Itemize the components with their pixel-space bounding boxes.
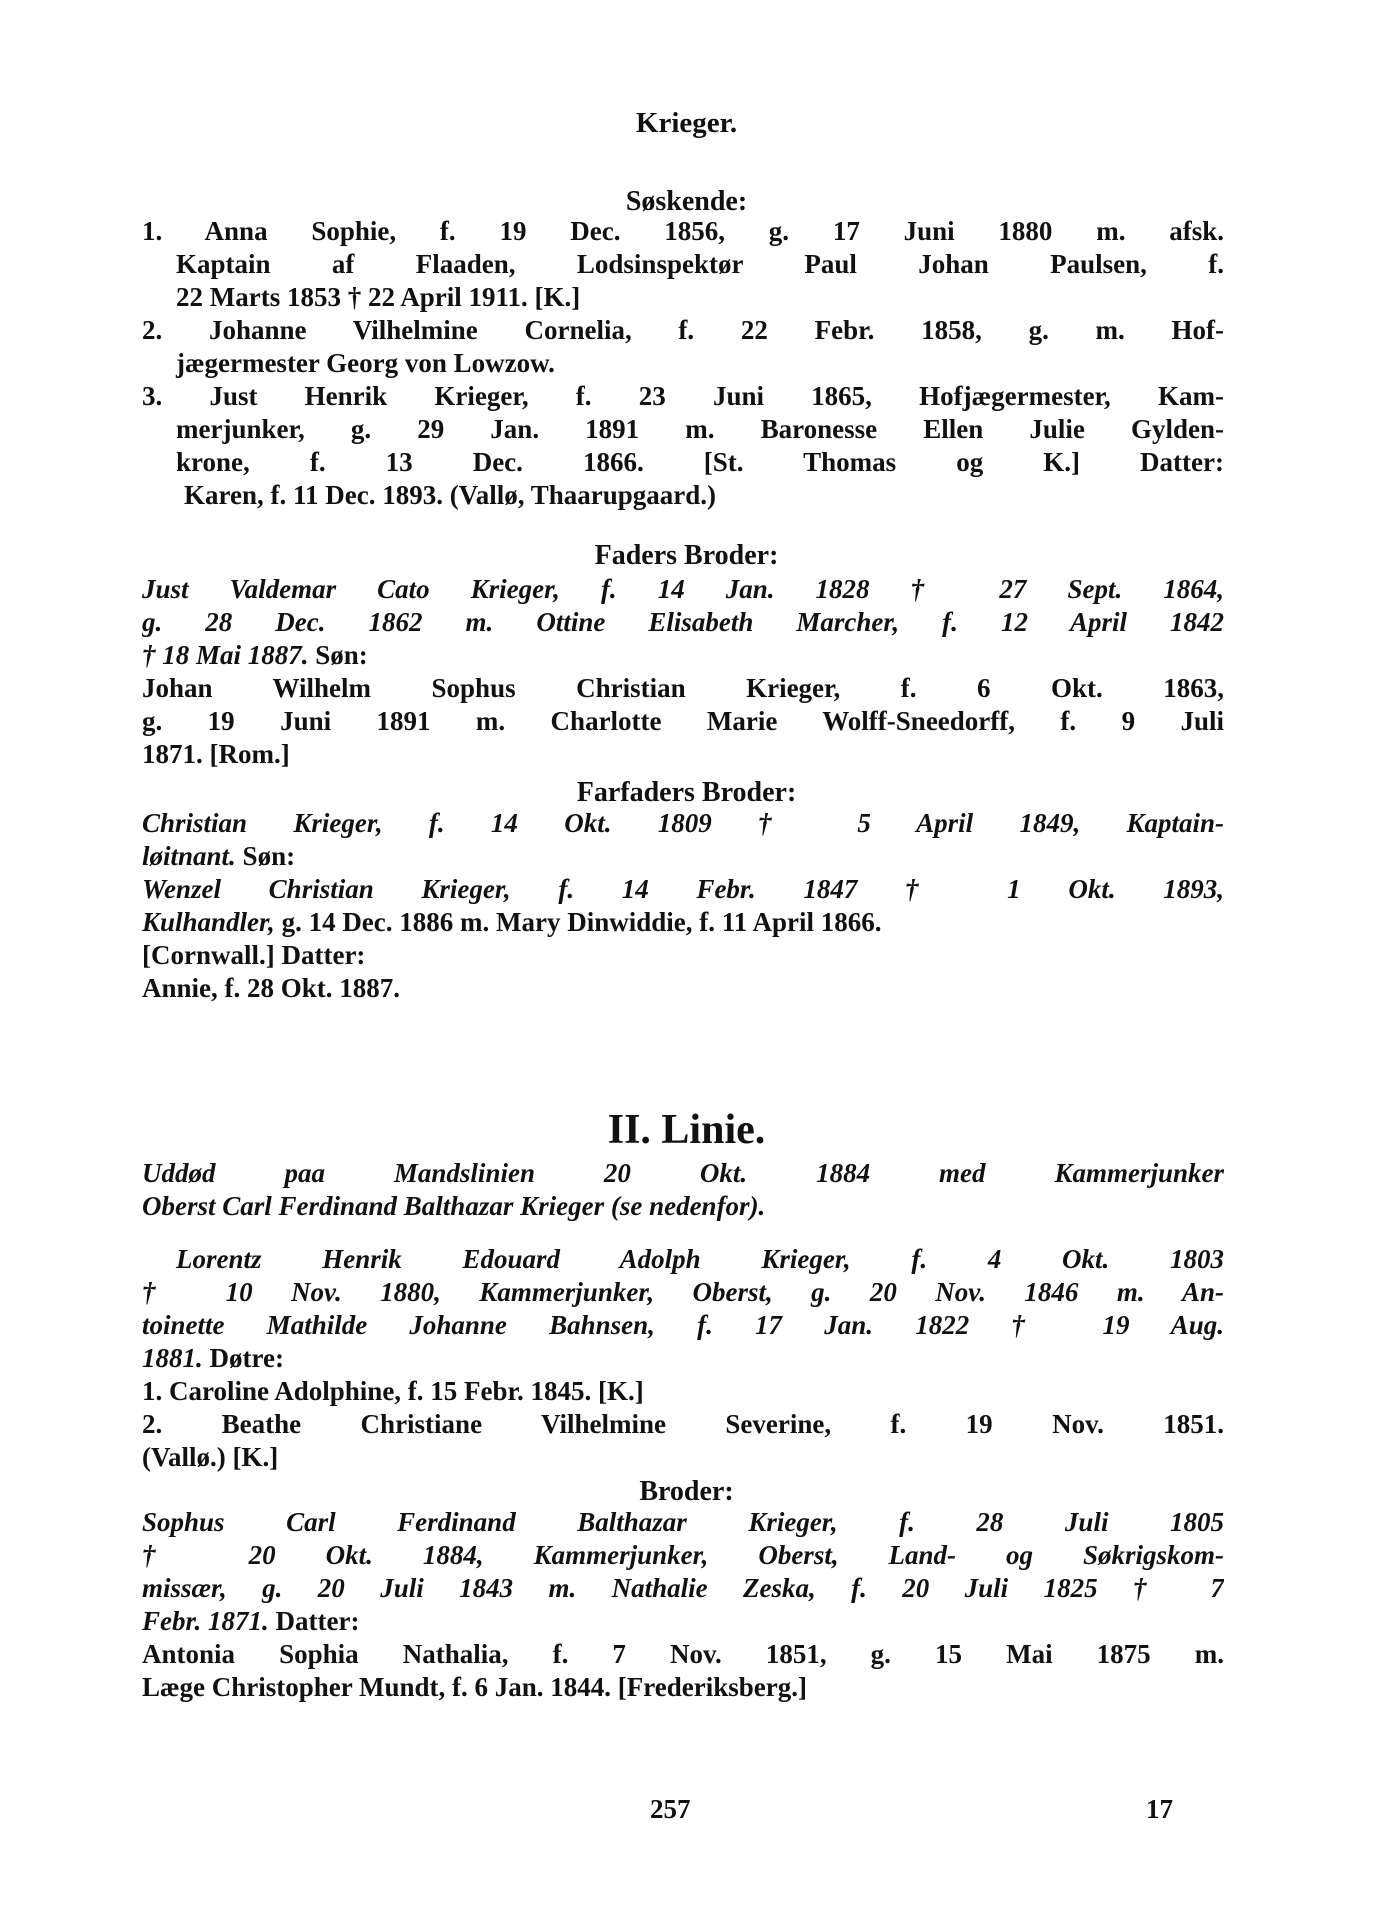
section-heading-farfaders-broder: Farfaders Broder: <box>576 777 797 808</box>
text-line: g. 28 Dec. 1862 m. Ottine Elisabeth Marcher, f. 12 April 1842 <box>142 607 1224 637</box>
text-fragment: Datter: <box>275 1606 360 1636</box>
text-fragment: Døtre: <box>209 1343 284 1373</box>
text-fragment: 1881. <box>142 1343 203 1373</box>
text-line <box>142 1342 1224 1375</box>
text-line: Annie, f. 28 Okt. 1887. <box>142 973 401 1003</box>
linie-intro <box>142 1157 1224 1223</box>
text-line: (Vallø.) [K.] <box>142 1442 279 1472</box>
text-line: krone, f. 13 Dec. 1866. [St. Thomas og K.] Datter: <box>176 447 1224 477</box>
text-line: Antonia Sophia Nathalia, f. 7 Nov. 1851, g. 15 Mai 1875 m. <box>142 1639 1224 1669</box>
page-title: Krieger. <box>635 107 738 139</box>
text-line: jægermester Georg von Lowzow. <box>176 348 555 378</box>
text-fragment: Kulhandler, <box>142 907 275 937</box>
text-line: Sophus Carl Ferdinand Balthazar Krieger, f. 28 Juli 1805 <box>142 1507 1224 1537</box>
text-fragment: † 18 Mai 1887. <box>142 640 309 670</box>
text-line: 2. Beathe Christiane Vilhelmine Severine, f. 19 Nov. 1851. <box>142 1409 1224 1439</box>
text-line: 22 Marts 1853 † 22 April 1911. [K.] <box>176 282 581 312</box>
faders-broder-entries <box>142 573 1224 771</box>
text-line <box>142 906 1224 939</box>
section-heading-linie: II. Linie. <box>607 1107 766 1153</box>
text-fragment: Febr. 1871. <box>142 1606 269 1636</box>
text-line <box>142 639 1224 672</box>
signature-mark: 17 <box>1146 1794 1173 1824</box>
text-line: [Cornwall.] Datter: <box>142 940 366 970</box>
text-line: merjunker, g. 29 Jan. 1891 m. Baronesse Ellen Julie Gylden- <box>176 414 1224 444</box>
siblings-entries <box>142 215 1224 512</box>
text-line: g. 19 Juni 1891 m. Charlotte Marie Wolff-Sneedorff, f. 9 Juli <box>142 706 1224 736</box>
section-heading-faders-broder: Faders Broder: <box>594 540 779 571</box>
text-line: Karen, f. 11 Dec. 1893. (Vallø, Thaarupgaard.) <box>184 480 717 510</box>
text-line: 1. Caroline Adolphine, f. 15 Febr. 1845. [K.] <box>142 1376 644 1406</box>
text-line: Oberst Carl Ferdinand Balthazar Krieger (se nedenfor). <box>142 1191 766 1221</box>
text-line: Johan Wilhelm Sophus Christian Krieger, f. 6 Okt. 1863, <box>142 673 1224 703</box>
text-line: Uddød paa Mandslinien 20 Okt. 1884 med Kammerjunker <box>142 1158 1224 1188</box>
section-heading-broder: Broder: <box>639 1476 734 1507</box>
text-line: Christian Krieger, f. 14 Okt. 1809 † 5 April 1849, Kaptain- <box>142 808 1224 838</box>
page-number: 257 <box>650 1794 691 1824</box>
text-fragment: Søn: <box>242 841 296 871</box>
text-line: toinette Mathilde Johanne Bahnsen, f. 17 Jan. 1822 † 19 Aug. <box>142 1310 1224 1340</box>
text-fragment: løitnant. <box>142 841 236 871</box>
text-line: 3. Just Henrik Krieger, f. 23 Juni 1865, Hofjægermester, Kam- <box>142 381 1224 411</box>
text-line: missær, g. 20 Juli 1843 m. Nathalie Zeska, f. 20 Juli 1825 † 7 <box>142 1573 1224 1603</box>
linie-entries <box>142 1243 1224 1474</box>
text-line: † 10 Nov. 1880, Kammerjunker, Oberst, g. 20 Nov. 1846 m. An- <box>142 1277 1224 1307</box>
text-line: Just Valdemar Cato Krieger, f. 14 Jan. 1828 † 27 Sept. 1864, <box>142 574 1224 604</box>
text-line <box>142 1605 1224 1638</box>
text-line: Kaptain af Flaaden, Lodsinspektør Paul Johan Paulsen, f. <box>176 249 1224 279</box>
text-line: 1871. [Rom.] <box>142 739 290 769</box>
broder-entries <box>142 1506 1224 1704</box>
text-line: Læge Christopher Mundt, f. 6 Jan. 1844. [Frederiksberg.] <box>142 1672 807 1702</box>
text-line: Lorentz Henrik Edouard Adolph Krieger, f. 4 Okt. 1803 <box>176 1244 1224 1274</box>
text-line: 2. Johanne Vilhelmine Cornelia, f. 22 Febr. 1858, g. m. Hof- <box>142 315 1224 345</box>
text-line: Wenzel Christian Krieger, f. 14 Febr. 1847 † 1 Okt. 1893, <box>142 874 1224 904</box>
farfaders-broder-entries <box>142 807 1224 1005</box>
text-line: 1. Anna Sophie, f. 19 Dec. 1856, g. 17 Juni 1880 m. afsk. <box>142 216 1224 246</box>
text-fragment: Søn: <box>315 640 368 670</box>
text-line <box>142 840 1224 873</box>
text-fragment: g. 14 Dec. 1886 m. Mary Dinwiddie, f. 11 April 1866. <box>281 907 882 937</box>
text-line: † 20 Okt. 1884, Kammerjunker, Oberst, Land- og Søkrigskom- <box>142 1540 1224 1570</box>
section-heading-soskende: Søskende: <box>625 186 748 217</box>
